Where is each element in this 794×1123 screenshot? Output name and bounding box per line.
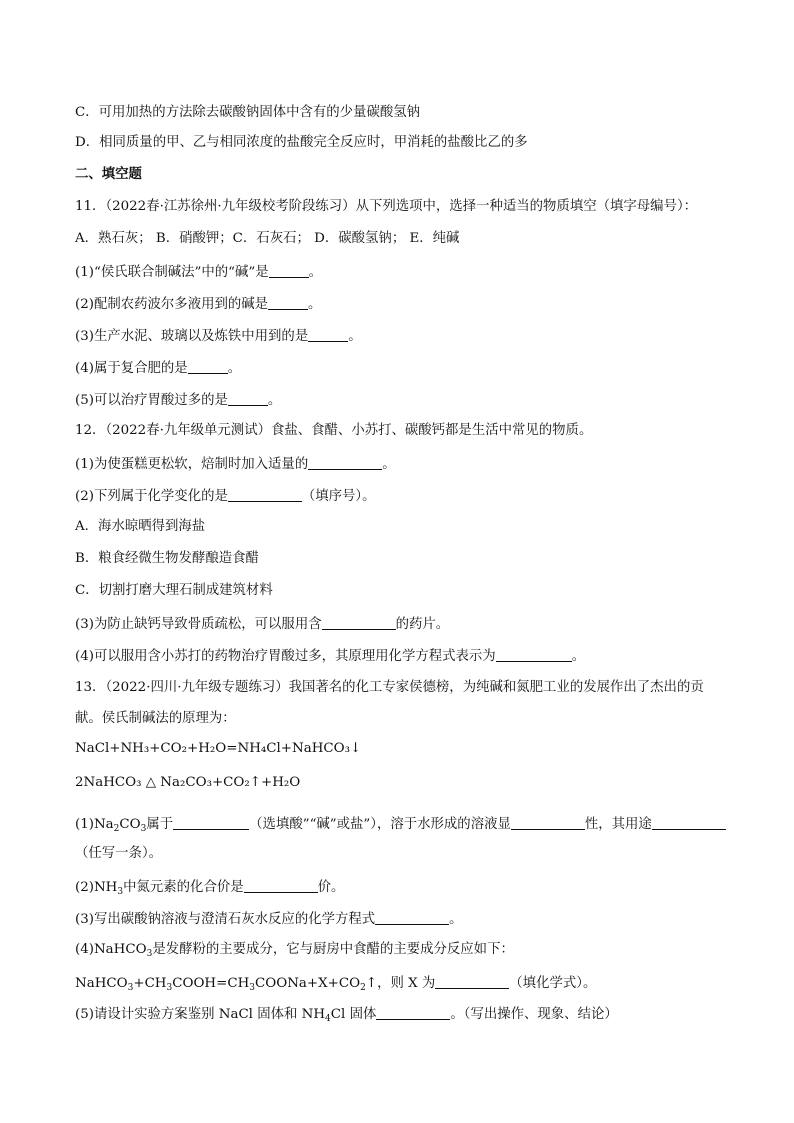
answer-blank[interactable] xyxy=(173,815,249,830)
answer-blank[interactable] xyxy=(269,263,309,278)
q12-sub1: (1)为使蛋糕更松软，焙制时加入适量的 。 xyxy=(75,457,396,472)
answer-blank[interactable] xyxy=(376,1005,450,1020)
option-d: D．相同质量的甲、乙与相同浓度的盐酸完全反应时，甲消耗的盐酸比乙的多 xyxy=(75,135,528,150)
answer-blank[interactable] xyxy=(652,815,726,830)
q11-sub1: (1)“侯氏联合制碱法”中的“碱”是 。 xyxy=(75,265,323,280)
answer-blank[interactable] xyxy=(228,391,268,406)
q12-sub3: (3)为防止缺钙导致骨质疏松，可以服用含 的药片。 xyxy=(75,617,450,632)
section-title: 二、填空题 xyxy=(75,166,142,182)
answer-blank[interactable] xyxy=(244,878,318,893)
answer-blank[interactable] xyxy=(188,359,228,374)
answer-blank[interactable] xyxy=(228,487,302,502)
q11-sub3: (3)生产水泥、玻璃以及炼铁中用到的是 。 xyxy=(75,329,362,344)
answer-blank[interactable] xyxy=(496,647,572,662)
answer-blank[interactable] xyxy=(308,327,348,342)
q13-sub3: (3)写出碳酸钠溶液与澄清石灰水反应的化学方程式 。 xyxy=(75,912,463,927)
option-c: C．可用加热的方法除去碳酸钠固体中含有的少量碳酸氢钠 xyxy=(75,105,421,120)
q13-sub1: $(1)Na_2CO_3$属于 （选填酸”“碱”或盐”），溶于水形成的溶液显 性，其用途 xyxy=(75,815,726,833)
answer-blank[interactable] xyxy=(322,615,396,630)
answer-blank[interactable] xyxy=(308,455,382,470)
q11-stem: 11．（2022春·江苏徐州·九年级校考阶段练习）从下列选项中，选择一种适当的物质填空（填字母编号）： xyxy=(75,199,698,214)
q12-option-b: B．粮食经微生物发酵酿造食醋 xyxy=(75,551,259,566)
q12-sub4: (4)可以服用含小苏打的药物治疗胃酸过多，其原理用化学方程式表示为 。 xyxy=(75,649,586,664)
q13-stem: 13．（2022·四川·九年级专题练习）我国著名的化工专家侯德榜，为纯碱和氮肥工业的发展作出了杰出的贡献。侯氏制碱法的原理为： xyxy=(75,680,704,726)
answer-blank[interactable] xyxy=(375,910,449,925)
q12-option-c: C．切割打磨大理石制成建筑材料 xyxy=(75,583,273,598)
q11-sub5: (5)可以治疗胃酸过多的是 。 xyxy=(75,393,282,408)
q11-sub2: (2)配制农药波尔多液用到的碱是 。 xyxy=(75,297,322,312)
answer-blank[interactable] xyxy=(435,974,509,989)
q11-sub4: (4)属于复合肥的是 。 xyxy=(75,361,242,376)
q11-options: A．熟石灰； B．硝酸钾；C．石灰石； D．碳酸氢钠； E．纯碱 xyxy=(75,231,460,246)
answer-blank[interactable] xyxy=(268,295,308,310)
q13-sub5: (5)请设计实验方案鉴别 NaCl 固体和 $NH_4Cl$ 固体 。（写出操作、现象、结论） xyxy=(75,1007,618,1024)
q12-sub2: (2)下列属于化学变化的是 （填序号）。 xyxy=(75,489,376,504)
q13-sub4: (4)NaHCO$_3$是发酵粉的主要成分，它与厨房中食醋的主要成分反应如下： xyxy=(75,942,514,959)
q12-option-a: A．海水晾晒得到海盐 xyxy=(75,519,206,534)
q13-equation-2: 2NaHCO₃ △ Na₂CO₃+CO₂↑+H₂O xyxy=(75,775,301,790)
answer-blank[interactable] xyxy=(511,815,585,830)
q13-sub1-cont: （任写一条）。 xyxy=(75,846,163,861)
q13-sub2: $(2)NH_3$中氮元素的化合价是 价。 xyxy=(75,880,345,897)
q13-sub4-equation: $NaHCO_3+CH_3COOH=CH_3COONa+X+CO_2↑$，则 X 为 （填化学式）。 xyxy=(75,976,597,993)
q12-stem: 12．（2022春·九年级单元测试）食盐、食醋、小苏打、碳酸钙都是生活中常见的物质。 xyxy=(75,423,593,438)
q13-equation-1: NaCl+NH₃+CO₂+H₂O=NH₄Cl+NaHCO₃↓ xyxy=(75,741,362,756)
